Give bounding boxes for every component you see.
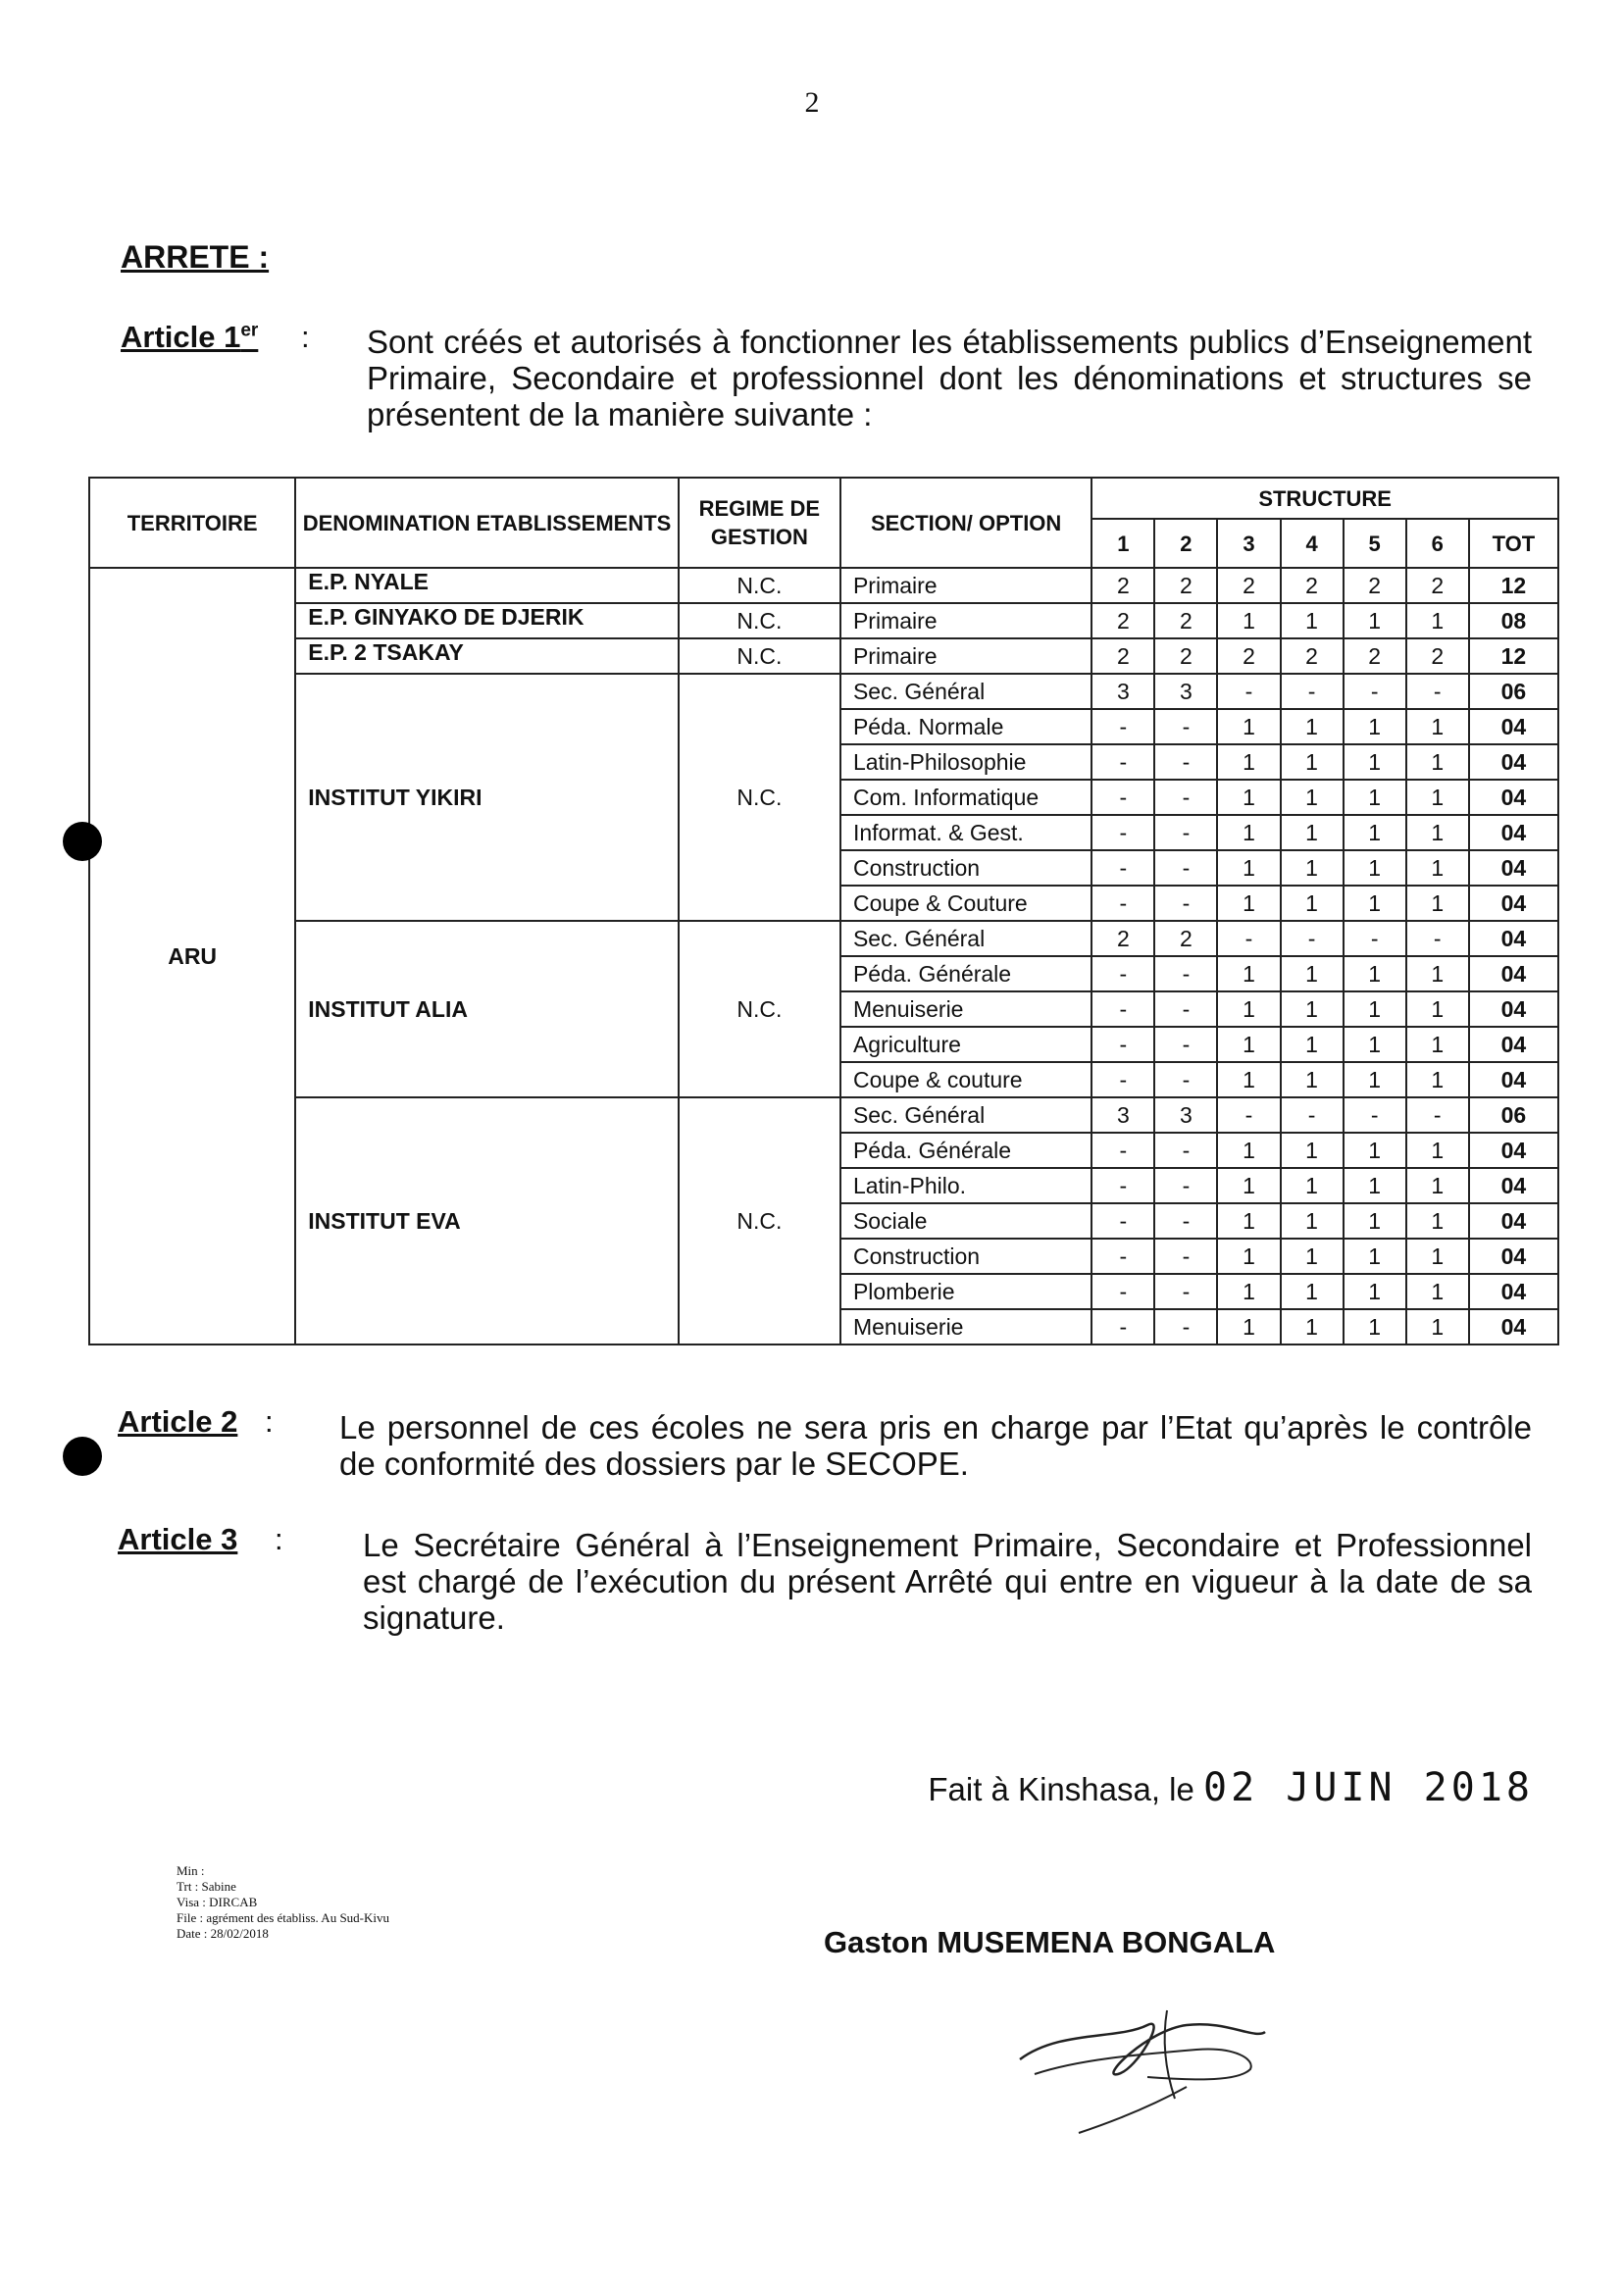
structure-cell: 1	[1281, 744, 1344, 780]
structure-cell: 1	[1406, 956, 1469, 991]
total-cell: 04	[1469, 744, 1558, 780]
total-cell: 04	[1469, 815, 1558, 850]
meta-line: Min :	[177, 1863, 205, 1878]
section-cell: Primaire	[840, 638, 1091, 674]
structure-cell: 3	[1091, 674, 1154, 709]
structure-cell: 1	[1344, 1027, 1406, 1062]
structure-cell: -	[1091, 850, 1154, 886]
structure-cell: -	[1406, 674, 1469, 709]
section-cell: Com. Informatique	[840, 780, 1091, 815]
section-cell: Sec. Général	[840, 674, 1091, 709]
table-row	[89, 568, 1558, 603]
structure-cell: 1	[1281, 1309, 1344, 1344]
structure-cell: 1	[1281, 780, 1344, 815]
section-cell: Sociale	[840, 1203, 1091, 1239]
structure-cell: 1	[1344, 1168, 1406, 1203]
section-cell: Coupe & couture	[840, 1062, 1091, 1097]
structure-cell: 1	[1217, 1274, 1280, 1309]
section-cell: Construction	[840, 850, 1091, 886]
table-row	[89, 603, 1558, 638]
structure-cell: -	[1091, 886, 1154, 921]
structure-cell: 1	[1344, 1133, 1406, 1168]
structure-cell: -	[1281, 921, 1344, 956]
school-name: INSTITUT EVA	[295, 1097, 679, 1344]
structure-cell: -	[1344, 1097, 1406, 1133]
table-row	[89, 638, 1558, 674]
structure-cell: -	[1091, 1168, 1154, 1203]
structure-cell: 2	[1344, 568, 1406, 603]
structure-cell: 1	[1281, 956, 1344, 991]
structure-cell: -	[1344, 674, 1406, 709]
article-3-colon: :	[275, 1522, 283, 1556]
structure-cell: -	[1344, 921, 1406, 956]
section-cell: Menuiserie	[840, 1309, 1091, 1344]
structure-cell: -	[1154, 709, 1217, 744]
structure-cell: 1	[1281, 709, 1344, 744]
structure-cell: 1	[1406, 1133, 1469, 1168]
structure-cell: -	[1091, 1027, 1154, 1062]
structure-cell: 1	[1344, 956, 1406, 991]
article-2-colon: :	[265, 1404, 274, 1439]
article-3-text: Le Secrétaire Général à l’Enseignement Primaire, Secondaire et Professionnel est chargé de l’exécution du présent Arrêté qui entre en vigueur à la date de sa signature.	[363, 1527, 1532, 1636]
structure-cell: -	[1154, 1239, 1217, 1274]
structure-cell: 1	[1344, 603, 1406, 638]
structure-cell: 1	[1344, 1203, 1406, 1239]
article-2-label: Article 2	[118, 1404, 238, 1439]
structure-cell: 1	[1281, 1274, 1344, 1309]
structure-cell: 1	[1217, 709, 1280, 744]
decree-heading: ARRETE :	[121, 239, 270, 275]
article-3-label: Article 3	[118, 1522, 238, 1556]
closing-place: Fait à Kinshasa, le	[928, 1771, 1194, 1807]
total-cell: 04	[1469, 921, 1558, 956]
structure-cell: 2	[1091, 603, 1154, 638]
structure-cell: 1	[1217, 886, 1280, 921]
total-cell: 04	[1469, 850, 1558, 886]
structure-cell: -	[1217, 674, 1280, 709]
header-col-4: 4	[1281, 519, 1344, 568]
structure-cell: -	[1154, 1168, 1217, 1203]
structure-cell: 1	[1406, 815, 1469, 850]
structure-cell: -	[1091, 991, 1154, 1027]
total-cell: 04	[1469, 1168, 1558, 1203]
structure-cell: 1	[1217, 603, 1280, 638]
structure-cell: 3	[1154, 674, 1217, 709]
meta-line: File : agrément des établiss. Au Sud-Kivu	[177, 1910, 390, 1925]
closing-line	[928, 1765, 1534, 1810]
structure-cell: 1	[1281, 1203, 1344, 1239]
structure-cell: 1	[1344, 709, 1406, 744]
header-col-tot: TOT	[1469, 519, 1558, 568]
section-cell: Coupe & Couture	[840, 886, 1091, 921]
structure-cell: 1	[1217, 956, 1280, 991]
structure-cell: 1	[1344, 815, 1406, 850]
section-cell: Latin-Philo.	[840, 1168, 1091, 1203]
structure-cell: 1	[1406, 1274, 1469, 1309]
header-col-2: 2	[1154, 519, 1217, 568]
signer-name: Gaston MUSEMENA BONGALA	[824, 1925, 1276, 1959]
structure-cell: 1	[1406, 603, 1469, 638]
structure-cell: 1	[1344, 1309, 1406, 1344]
header-col-5: 5	[1344, 519, 1406, 568]
section-cell: Péda. Normale	[840, 709, 1091, 744]
structure-cell: 1	[1344, 1239, 1406, 1274]
total-cell: 12	[1469, 638, 1558, 674]
header-denomination: DENOMINATION ETABLISSEMENTS	[295, 478, 679, 568]
punch-hole-mark	[63, 1437, 102, 1476]
structure-cell: 1	[1217, 780, 1280, 815]
header-regime: REGIME DE GESTION	[679, 478, 840, 568]
article-2-text: Le personnel de ces écoles ne sera pris en charge par l’Etat qu’après le contrôle de conformité des dossiers par le SECOPE.	[339, 1409, 1532, 1482]
structure-cell: -	[1091, 1203, 1154, 1239]
structure-cell: 1	[1217, 1133, 1280, 1168]
section-cell: Construction	[840, 1239, 1091, 1274]
section-cell: Menuiserie	[840, 991, 1091, 1027]
structure-cell: 2	[1154, 921, 1217, 956]
table-row	[89, 674, 1558, 709]
structure-cell: 1	[1406, 1309, 1469, 1344]
structure-cell: -	[1154, 1309, 1217, 1344]
structure-cell: -	[1217, 1097, 1280, 1133]
structure-cell: -	[1091, 744, 1154, 780]
total-cell: 06	[1469, 1097, 1558, 1133]
structure-cell: -	[1091, 1309, 1154, 1344]
structure-cell: 1	[1406, 780, 1469, 815]
structure-cell: 1	[1344, 850, 1406, 886]
structure-cell: 1	[1344, 744, 1406, 780]
regime-cell: N.C.	[679, 603, 840, 638]
header-col-6: 6	[1406, 519, 1469, 568]
section-cell: Péda. Générale	[840, 956, 1091, 991]
territory-cell: ARU	[89, 568, 295, 1344]
page-number: 2	[804, 86, 820, 119]
structure-cell: -	[1091, 1133, 1154, 1168]
school-name: INSTITUT ALIA	[295, 921, 679, 1097]
structure-cell: 2	[1217, 638, 1280, 674]
total-cell: 08	[1469, 603, 1558, 638]
total-cell: 04	[1469, 780, 1558, 815]
structure-cell: -	[1154, 1203, 1217, 1239]
section-cell: Primaire	[840, 568, 1091, 603]
structure-cell: 1	[1217, 815, 1280, 850]
structure-cell: 3	[1154, 1097, 1217, 1133]
structure-cell: 2	[1091, 921, 1154, 956]
structure-cell: 1	[1281, 1027, 1344, 1062]
structure-cell: 1	[1281, 1133, 1344, 1168]
article-1-colon: :	[301, 320, 310, 354]
structure-cell: 1	[1344, 886, 1406, 921]
structure-cell: 1	[1344, 1062, 1406, 1097]
regime-cell: N.C.	[679, 921, 840, 1097]
school-name: E.P. NYALE	[295, 568, 679, 603]
structure-cell: 2	[1406, 638, 1469, 674]
structure-cell: 1	[1344, 780, 1406, 815]
structure-cell: -	[1406, 921, 1469, 956]
header-section: SECTION/ OPTION	[840, 478, 1091, 568]
structure-cell: -	[1154, 991, 1217, 1027]
structure-cell: 2	[1091, 568, 1154, 603]
structure-cell: 2	[1281, 638, 1344, 674]
section-cell: Latin-Philosophie	[840, 744, 1091, 780]
article-1-label-text: Article 1er	[121, 320, 259, 354]
structure-cell: -	[1406, 1097, 1469, 1133]
article-1-text: Sont créés et autorisés à fonctionner les établissements publics d’Enseignement Primaire, Secondaire et professionnel dont les dénominations et structures se présentent de la manière suivante :	[367, 324, 1532, 432]
structure-cell: -	[1281, 674, 1344, 709]
structure-cell: -	[1091, 709, 1154, 744]
total-cell: 04	[1469, 1203, 1558, 1239]
structure-cell: 1	[1281, 603, 1344, 638]
structure-cell: -	[1154, 1027, 1217, 1062]
regime-cell: N.C.	[679, 674, 840, 921]
structure-cell: -	[1091, 1274, 1154, 1309]
header-col-1: 1	[1091, 519, 1154, 568]
structure-cell: 3	[1091, 1097, 1154, 1133]
regime-cell: N.C.	[679, 568, 840, 603]
structure-cell: 1	[1217, 1309, 1280, 1344]
total-cell: 04	[1469, 886, 1558, 921]
table-row	[89, 1097, 1558, 1133]
school-name: INSTITUT YIKIRI	[295, 674, 679, 921]
structure-cell: 1	[1281, 1239, 1344, 1274]
structure-cell: 1	[1406, 1027, 1469, 1062]
total-cell: 06	[1469, 674, 1558, 709]
structure-cell: -	[1091, 956, 1154, 991]
structure-cell: 1	[1217, 1239, 1280, 1274]
section-cell: Péda. Générale	[840, 1133, 1091, 1168]
structure-cell: 1	[1406, 1062, 1469, 1097]
structure-cell: 1	[1281, 886, 1344, 921]
school-name: E.P. 2 TSAKAY	[295, 638, 679, 674]
structure-cell: -	[1281, 1097, 1344, 1133]
structure-cell: -	[1154, 780, 1217, 815]
file-metadata	[177, 1863, 389, 1942]
structure-cell: -	[1154, 956, 1217, 991]
total-cell: 04	[1469, 1239, 1558, 1274]
total-cell: 04	[1469, 709, 1558, 744]
section-cell: Primaire	[840, 603, 1091, 638]
structure-cell: 1	[1217, 1062, 1280, 1097]
structure-cell: 2	[1154, 638, 1217, 674]
structure-cell: -	[1217, 921, 1280, 956]
structure-cell: -	[1154, 886, 1217, 921]
total-cell: 12	[1469, 568, 1558, 603]
structure-cell: -	[1091, 815, 1154, 850]
table-row	[89, 921, 1558, 956]
structure-cell: 1	[1217, 850, 1280, 886]
structure-cell: -	[1091, 1239, 1154, 1274]
structure-cell: 2	[1091, 638, 1154, 674]
total-cell: 04	[1469, 956, 1558, 991]
structure-cell: 2	[1344, 638, 1406, 674]
structure-cell: 1	[1344, 1274, 1406, 1309]
regime-cell: N.C.	[679, 1097, 840, 1344]
structure-cell: -	[1154, 1274, 1217, 1309]
article-1-label	[121, 320, 258, 355]
structure-cell: -	[1154, 850, 1217, 886]
structure-cell: 1	[1217, 1168, 1280, 1203]
meta-line: Trt : Sabine	[177, 1879, 236, 1894]
section-cell: Agriculture	[840, 1027, 1091, 1062]
total-cell: 04	[1469, 1274, 1558, 1309]
meta-line: Date : 28/02/2018	[177, 1926, 269, 1941]
school-name: E.P. GINYAKO DE DJERIK	[295, 603, 679, 638]
structure-cell: -	[1091, 1062, 1154, 1097]
punch-hole-mark	[63, 822, 102, 861]
header-territoire: TERRITOIRE	[89, 478, 295, 568]
date-stamp: 02 JUIN 2018	[1203, 1765, 1534, 1810]
structure-cell: -	[1154, 815, 1217, 850]
structure-cell: 1	[1217, 991, 1280, 1027]
structure-cell: 2	[1281, 568, 1344, 603]
structure-cell: 1	[1217, 744, 1280, 780]
structure-cell: -	[1091, 780, 1154, 815]
total-cell: 04	[1469, 991, 1558, 1027]
structure-cell: -	[1154, 1133, 1217, 1168]
structure-cell: -	[1154, 744, 1217, 780]
structure-cell: 1	[1406, 850, 1469, 886]
total-cell: 04	[1469, 1027, 1558, 1062]
structure-cell: 1	[1406, 709, 1469, 744]
structure-cell: 2	[1406, 568, 1469, 603]
structure-cell: 1	[1344, 991, 1406, 1027]
header-col-3: 3	[1217, 519, 1280, 568]
structure-cell: -	[1154, 1062, 1217, 1097]
structure-cell: 1	[1281, 850, 1344, 886]
schools-table	[88, 477, 1559, 1345]
structure-cell: 1	[1281, 991, 1344, 1027]
structure-cell: 1	[1406, 744, 1469, 780]
structure-cell: 2	[1217, 568, 1280, 603]
signature-scribble	[1000, 1971, 1294, 2148]
regime-cell: N.C.	[679, 638, 840, 674]
meta-line: Visa : DIRCAB	[177, 1895, 258, 1909]
structure-cell: 1	[1406, 886, 1469, 921]
structure-cell: 1	[1217, 1203, 1280, 1239]
structure-cell: 1	[1217, 1027, 1280, 1062]
structure-cell: 1	[1281, 1168, 1344, 1203]
total-cell: 04	[1469, 1133, 1558, 1168]
total-cell: 04	[1469, 1309, 1558, 1344]
total-cell: 04	[1469, 1062, 1558, 1097]
section-cell: Sec. Général	[840, 921, 1091, 956]
section-cell: Informat. & Gest.	[840, 815, 1091, 850]
header-structure: STRUCTURE	[1091, 478, 1558, 519]
structure-cell: 2	[1154, 568, 1217, 603]
structure-cell: 1	[1406, 991, 1469, 1027]
structure-cell: 1	[1406, 1239, 1469, 1274]
section-cell: Sec. Général	[840, 1097, 1091, 1133]
structure-cell: 2	[1154, 603, 1217, 638]
structure-cell: 1	[1281, 815, 1344, 850]
section-cell: Plomberie	[840, 1274, 1091, 1309]
structure-cell: 1	[1406, 1168, 1469, 1203]
structure-cell: 1	[1281, 1062, 1344, 1097]
structure-cell: 1	[1406, 1203, 1469, 1239]
